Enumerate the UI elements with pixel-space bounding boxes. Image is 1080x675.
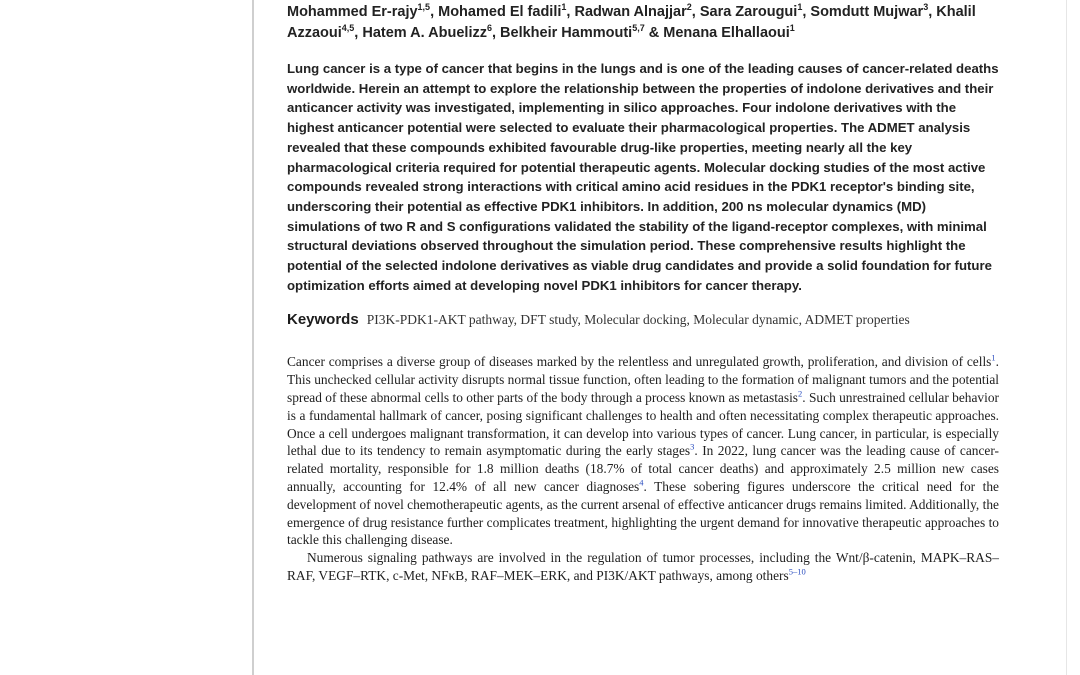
- author-affiliation: 1: [789, 23, 795, 34]
- author-separator: ,: [491, 25, 501, 41]
- author-affiliation: 1: [797, 2, 803, 13]
- author-separator: ,: [691, 4, 700, 20]
- citation-link[interactable]: 4: [639, 477, 644, 488]
- body-text-run: Cancer comprises a diverse group of diseases marked by the relentless and unregulated growth, proliferation, and division of cells: [287, 354, 992, 370]
- body-text-run: Numerous signaling pathways are involved in the regulation of tumor processes, including the Wnt/β-catenin, MAPK–RAS–RAF, VEGF–RTK, c-Met, NFκB, RAF–MEK–ERK, and PI3K/AKT pathways, among others: [287, 550, 999, 583]
- keywords-text: PI3K-PDK1-AKT pathway, DFT study, Molecular docking, Molecular dynamic, ADMET properties: [366, 312, 910, 328]
- author-affiliation: 6: [486, 23, 492, 34]
- citation-link[interactable]: 5–10: [788, 566, 806, 577]
- body-text-run: . These sobering figures underscore the critical need for the development of novel chemotherapeutic agents, as the current arsenal of effective anticancer drugs remains limited. Additionally, the emergence of drug resistance further complicates treatment, highlighting the urgent demand for innovative therapeutic approaches to tackle this challenging disease.: [287, 479, 1000, 548]
- author-affiliation: 1: [561, 2, 567, 13]
- keywords: [287, 310, 999, 329]
- author-affiliation: 1,5: [417, 2, 431, 13]
- page-left-edge: [252, 0, 254, 675]
- author-separator: ,: [430, 4, 439, 20]
- body-paragraph-1: [287, 353, 999, 549]
- body-text-run: . In 2022, lung cancer was the leading cause of cancer-related mortality, responsible for 1.8 million deaths (18.7% of total cancer deaths) and approximately 2.5 million new cases annually, accounting for 12.4% of all new cancer diagnoses: [287, 443, 1000, 495]
- author-affiliation: 2: [686, 2, 692, 13]
- body-text-run: . This unchecked cellular activity disrupts normal tissue function, often leading to the formation of malignant tumors and the potential spread of these abnormal cells to other parts of the body through a process known as metastasis: [287, 354, 999, 406]
- author-name: Somdutt Mujwar: [810, 4, 924, 20]
- abstract: Lung cancer is a type of cancer that begins in the lungs and is one of the leading causes of cancer-related deaths worldwide. Herein an attempt to explore the relationship between the properties of indolone derivatives and their anticancer activity was investigated, implementing in silico approaches. Four indolone derivatives with the highest anticancer potential were selected to evaluate their pharmacological properties. The ADMET analysis revealed that these compounds exhibited favourable drug-like properties, meeting nearly all the key pharmacological criteria required for potential therapeutic agents. Molecular docking studies of the most active compounds revealed strong interactions with critical amino acid residues in the PDK1 receptor's binding site, underscoring their potential as effective PDK1 inhibitors. In addition, 200 ns molecular dynamics (MD) simulations of two R and S configurations validated the stability of the ligand-receptor complexes, with minimal structural deviations observed throughout the simulation period. These comprehensive results highlight the potential of the selected indolone derivatives as viable drug candidates and provide a solid foundation for future optimization efforts aimed at developing novel PDK1 inhibitors for cancer therapy.: [287, 61, 999, 293]
- author-name: Mohamed El fadili: [438, 4, 562, 20]
- author-name: Khalil Azzaoui: [287, 4, 976, 41]
- author-separator: ,: [566, 4, 575, 20]
- author-name: Belkheir Hammouti: [500, 25, 633, 41]
- author-affiliation: 4,5: [341, 23, 355, 34]
- author-separator: &: [644, 25, 664, 41]
- author-separator: ,: [354, 25, 363, 41]
- author-separator: ,: [928, 4, 937, 20]
- author-name: Sara Zarougui: [699, 4, 798, 20]
- author-name: Menana Elhallaoui: [663, 25, 790, 41]
- page-right-edge: [1066, 0, 1067, 675]
- body-paragraph-2: [287, 549, 999, 585]
- paper-column: [287, 2, 999, 585]
- author-affiliation: 5,7: [632, 23, 645, 34]
- author-name: Radwan Alnajjar: [574, 4, 687, 20]
- author-name: Hatem A. Abuelizz: [362, 25, 487, 41]
- citation-link[interactable]: 3: [690, 441, 695, 452]
- author-list: [287, 2, 999, 44]
- author-name: Mohammed Er-rajy: [287, 4, 418, 20]
- author-affiliation: 3: [923, 2, 929, 13]
- citation-link[interactable]: 2: [798, 388, 803, 399]
- body-text-run: . Such unrestrained cellular behavior is a fundamental hallmark of cancer, posing significant challenges to health and often necessitating complex therapeutic approaches. Once a cell undergoes malignant transformation, it can develop into various types of cancer. Lung cancer, in particular, is especially lethal due to its tendency to remain asymptomatic during the early stages: [287, 390, 999, 459]
- citation-link[interactable]: 1: [991, 352, 996, 363]
- keywords-label: Keywords: [287, 311, 359, 329]
- author-separator: ,: [802, 4, 811, 20]
